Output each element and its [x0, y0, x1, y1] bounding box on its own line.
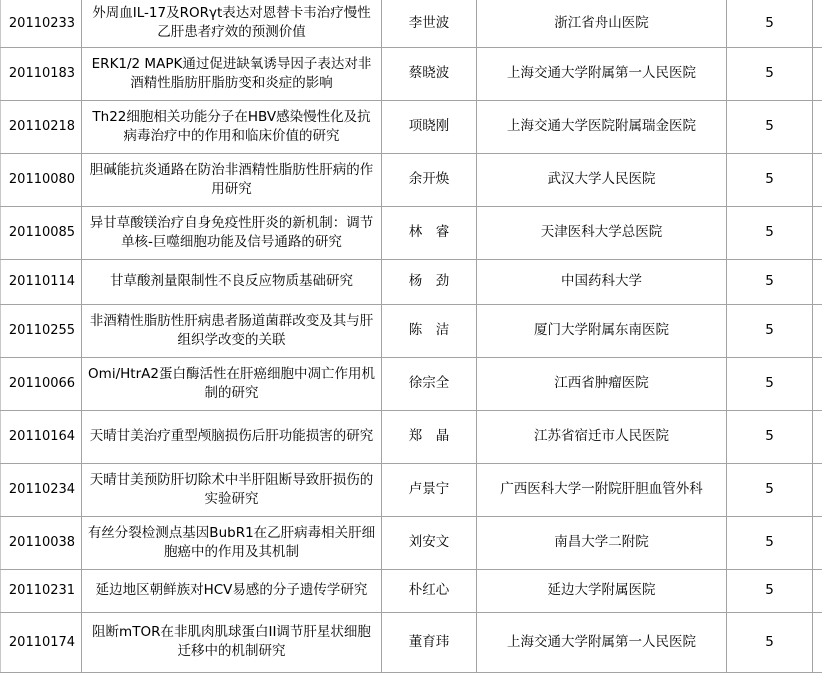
score-cell: 5 [727, 357, 813, 410]
score-cell: 5 [727, 0, 813, 47]
institution-cell: 江西省肿瘤医院 [477, 357, 727, 410]
institution-cell: 上海交通大学医院附属瑞金医院 [477, 100, 727, 153]
applicant-name-cell: 蔡晓波 [382, 47, 477, 100]
institution-cell: 浙江省舟山医院 [477, 0, 727, 47]
score-cell: 5 [727, 612, 813, 672]
institution-cell: 厦门大学附属东南医院 [477, 304, 727, 357]
score-cell: 5 [727, 206, 813, 259]
table-edge-cell [813, 357, 822, 410]
project-title-cell: ERK1/2 MAPK通过促进缺氧诱导因子表达对非酒精性脂肪肝脂肪变和炎症的影响 [82, 47, 382, 100]
table-edge-cell [813, 410, 822, 463]
score-cell: 5 [727, 153, 813, 206]
table-row [1, 47, 822, 100]
institution-cell: 南昌大学二附院 [477, 516, 727, 569]
project-id-cell: 20110164 [1, 410, 82, 463]
project-title-cell: 阻断mTOR在非肌肉肌球蛋白II调节肝星状细胞迁移中的机制研究 [82, 612, 382, 672]
applicant-name-cell: 杨 劲 [382, 259, 477, 304]
table-row [1, 516, 822, 569]
applicant-name-cell: 余开焕 [382, 153, 477, 206]
project-title-cell: 外周血IL-17及RORγt表达对恩替卡韦治疗慢性乙肝患者疗效的预测价值 [82, 0, 382, 47]
table-row [1, 463, 822, 516]
applicant-name-cell: 刘安文 [382, 516, 477, 569]
institution-cell: 延边大学附属医院 [477, 569, 727, 612]
institution-cell: 中国药科大学 [477, 259, 727, 304]
table-row [1, 612, 822, 672]
institution-cell: 广西医科大学一附院肝胆血管外科 [477, 463, 727, 516]
table-edge-cell [813, 47, 822, 100]
table-edge-cell [813, 612, 822, 672]
applicant-name-cell: 徐宗全 [382, 357, 477, 410]
table-edge-cell [813, 100, 822, 153]
project-title-cell: 异甘草酸镁治疗自身免疫性肝炎的新机制：调节单核-巨噬细胞功能及信号通路的研究 [82, 206, 382, 259]
project-id-cell: 20110255 [1, 304, 82, 357]
project-id-cell: 20110183 [1, 47, 82, 100]
table-edge-cell [813, 0, 822, 47]
table-row [1, 569, 822, 612]
table-edge-cell [813, 516, 822, 569]
project-title-cell: 非酒精性脂肪性肝病患者肠道菌群改变及其与肝组织学改变的关联 [82, 304, 382, 357]
project-title-cell: Th22细胞相关功能分子在HBV感染慢性化及抗病毒治疗中的作用和临床价值的研究 [82, 100, 382, 153]
applicant-name-cell: 陈 洁 [382, 304, 477, 357]
score-cell: 5 [727, 100, 813, 153]
project-id-cell: 20110231 [1, 569, 82, 612]
table-edge-cell [813, 259, 822, 304]
project-title-cell: 胆碱能抗炎通路在防治非酒精性脂肪性肝病的作用研究 [82, 153, 382, 206]
project-id-cell: 20110114 [1, 259, 82, 304]
table-edge-cell [813, 463, 822, 516]
project-title-cell: 有丝分裂检测点基因BubR1在乙肝病毒相关肝细胞癌中的作用及其机制 [82, 516, 382, 569]
institution-cell: 江苏省宿迁市人民医院 [477, 410, 727, 463]
institution-cell: 上海交通大学附属第一人民医院 [477, 612, 727, 672]
institution-cell: 上海交通大学附属第一人民医院 [477, 47, 727, 100]
table-row [1, 100, 822, 153]
score-cell: 5 [727, 304, 813, 357]
table-row [1, 357, 822, 410]
score-cell: 5 [727, 410, 813, 463]
table-row [1, 153, 822, 206]
table-edge-cell [813, 304, 822, 357]
project-title-cell: Omi/HtrA2蛋白酶活性在肝癌细胞中凋亡作用机制的研究 [82, 357, 382, 410]
project-table-body [1, 0, 822, 672]
applicant-name-cell: 林 睿 [382, 206, 477, 259]
applicant-name-cell: 卢景宁 [382, 463, 477, 516]
project-id-cell: 20110038 [1, 516, 82, 569]
project-id-cell: 20110066 [1, 357, 82, 410]
project-id-cell: 20110174 [1, 612, 82, 672]
score-cell: 5 [727, 516, 813, 569]
score-cell: 5 [727, 463, 813, 516]
institution-cell: 武汉大学人民医院 [477, 153, 727, 206]
table-edge-cell [813, 206, 822, 259]
project-id-cell: 20110085 [1, 206, 82, 259]
table-row [1, 206, 822, 259]
table-edge-cell [813, 569, 822, 612]
applicant-name-cell: 项晓刚 [382, 100, 477, 153]
table-row [1, 410, 822, 463]
applicant-name-cell: 李世波 [382, 0, 477, 47]
project-id-cell: 20110080 [1, 153, 82, 206]
applicant-name-cell: 董育玮 [382, 612, 477, 672]
project-id-cell: 20110233 [1, 0, 82, 47]
project-title-cell: 甘草酸剂量限制性不良反应物质基础研究 [82, 259, 382, 304]
score-cell: 5 [727, 47, 813, 100]
applicant-name-cell: 朴红心 [382, 569, 477, 612]
project-id-cell: 20110234 [1, 463, 82, 516]
project-title-cell: 天晴甘美治疗重型颅脑损伤后肝功能损害的研究 [82, 410, 382, 463]
institution-cell: 天津医科大学总医院 [477, 206, 727, 259]
project-title-cell: 延边地区朝鲜族对HCV易感的分子遗传学研究 [82, 569, 382, 612]
project-title-cell: 天晴甘美预防肝切除术中半肝阻断导致肝损伤的实验研究 [82, 463, 382, 516]
score-cell: 5 [727, 569, 813, 612]
project-id-cell: 20110218 [1, 100, 82, 153]
table-edge-cell [813, 153, 822, 206]
table-row [1, 0, 822, 47]
applicant-name-cell: 郑 晶 [382, 410, 477, 463]
table-row [1, 304, 822, 357]
score-cell: 5 [727, 259, 813, 304]
table-row [1, 259, 822, 304]
